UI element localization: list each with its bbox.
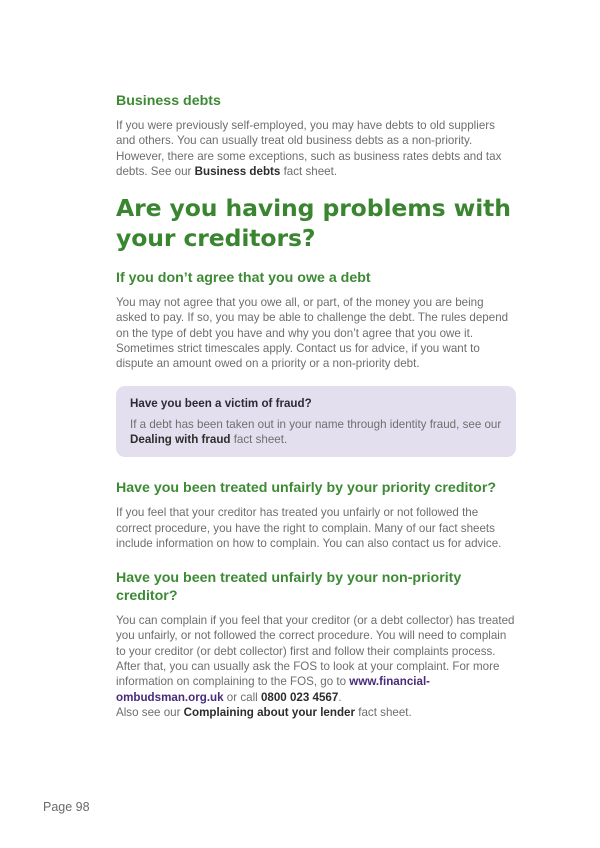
priority-creditor-heading: Have you been treated unfairly by your priority creditor?	[116, 480, 497, 497]
non-priority-creditor-heading: Have you been treated unfairly by your non-priority creditor?	[116, 570, 462, 605]
complaining-factsheet-ref: Complaining about your lender	[183, 705, 356, 719]
fraud-callout-title: Have you been a victim of fraud?	[130, 396, 312, 410]
fraud-callout-text-end: fact sheet.	[230, 432, 288, 446]
non-priority-creditor-body	[116, 613, 516, 720]
dont-agree-heading: If you don’t agree that you owe a debt	[116, 270, 371, 287]
fact-sheet-text: fact sheet.	[355, 705, 412, 719]
period-text: .	[338, 690, 342, 704]
business-debts-factsheet-ref: Business debts	[194, 164, 281, 178]
page-content	[116, 92, 516, 720]
fraud-callout-text: If a debt has been taken out in your name through identity fraud, see our	[130, 417, 502, 431]
non-priority-creditor-section	[116, 569, 516, 720]
business-debts-heading: Business debts	[116, 93, 221, 109]
also-see-text: Also see our	[116, 705, 184, 719]
fraud-callout-body	[130, 417, 502, 448]
page-title: Are you having problems with your creditors?	[116, 194, 511, 253]
page-number: Page 98	[43, 800, 90, 814]
fraud-callout-box	[116, 386, 516, 458]
priority-creditor-section	[116, 479, 516, 551]
dont-agree-section	[116, 269, 516, 371]
business-debts-body	[116, 118, 516, 179]
fos-website-link[interactable]: www.financial-ombudsman.org.uk	[116, 675, 431, 704]
business-debts-section	[116, 92, 516, 179]
non-priority-text: You can complain if you feel that your creditor (or a debt collector) has treated you unfairly, or not followed the correct procedure. You will need to complain to your creditor (or debt collector) first and follow their complaints process. After that, you can usually ask the FOS to look at your complaint. For more information on complaining to the FOS, go to	[116, 614, 515, 689]
business-debts-text: If you were previously self-employed, you may have debts to old suppliers and others. You can usually treat old business debts as a non-priority. However, there are some exceptions, such as business rates debts and tax debts. See our	[116, 119, 502, 178]
business-debts-text-end: fact sheet.	[280, 164, 338, 178]
fraud-factsheet-ref: Dealing with fraud	[130, 432, 231, 446]
priority-creditor-body: If you feel that your creditor has treated you unfairly or not followed the correct procedure, you have the right to complain. Many of our fact sheets include information on how to complain. You can also contact us for advice.	[116, 506, 502, 550]
fos-phone-number[interactable]: 0800 023 4567	[260, 690, 339, 704]
or-call-text: or call	[223, 690, 261, 704]
dont-agree-body: You may not agree that you owe all, or part, of the money you are being asked to pay. If so, you may be able to challenge the debt. The rules depend on the type of debt you have and why you don’t agree that you owe it. Sometimes strict timescales apply. Contact us for advice, if you want to dispute an amount owed on a priority or a non-priority debt.	[116, 296, 509, 371]
